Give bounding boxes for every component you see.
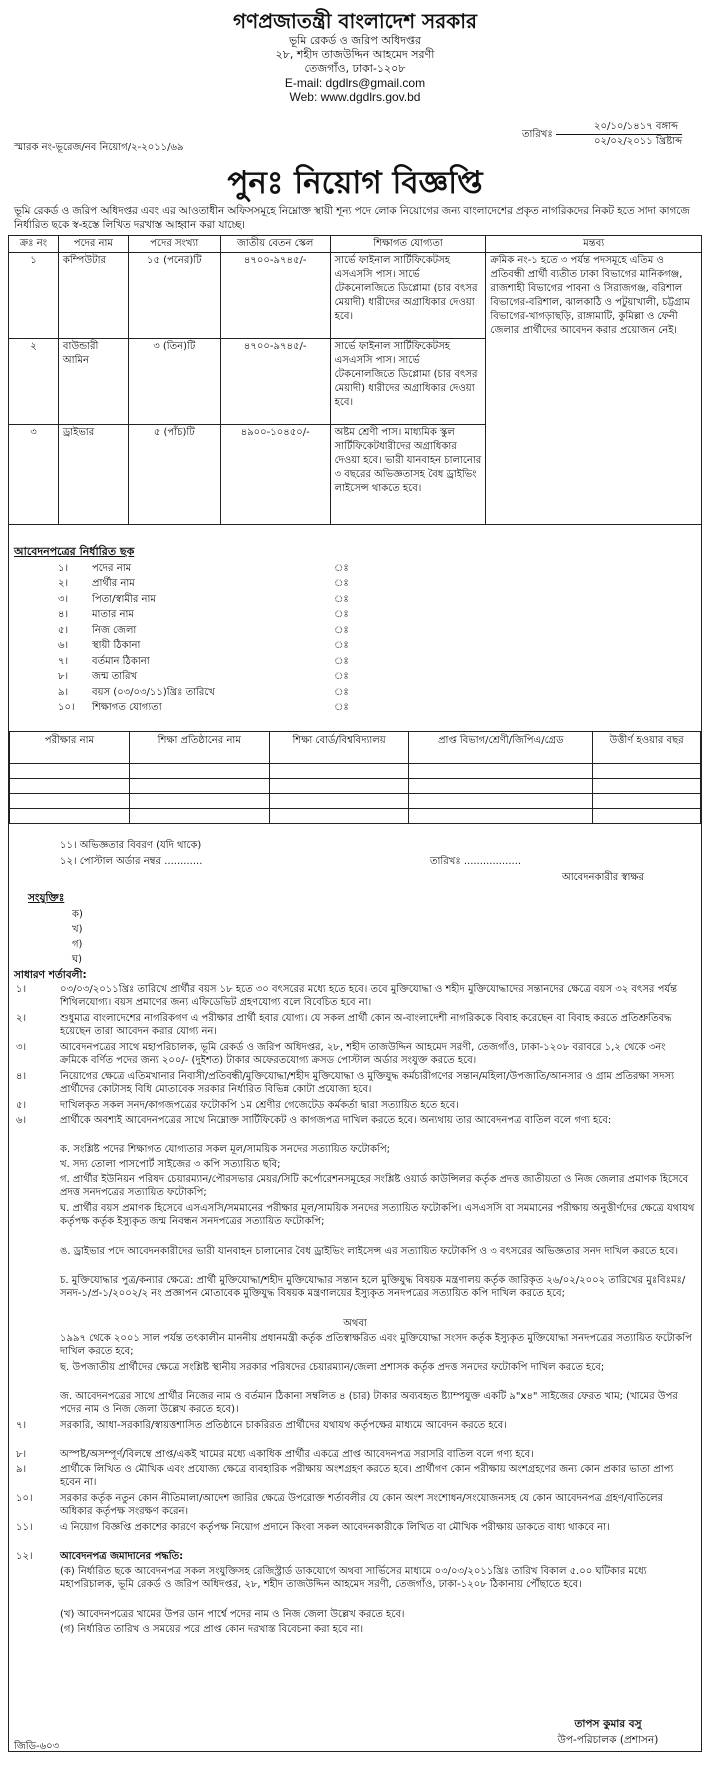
list-item: ৫। নিজ জেলা ঃ: [58, 625, 349, 636]
cell-qualification: অষ্টম শ্রেণী পাস। মাধ্যমিক স্কুল সার্টিফিকেটধারীদের অগ্রাধিকার দেওয়া হবে। ভারী যানবাহন চালানোর ৩ বছরের অভিজ্ঞতাসহ বৈধ ড্রাইভিং লাইসেন্স থাকতে হবে।: [330, 425, 486, 525]
table-row: [10, 809, 701, 824]
date-english: ০২/০২/২০১১ খ্রিষ্টাব্দ: [594, 136, 683, 147]
col-exam: পরীক্ষার নাম: [10, 732, 130, 764]
cell-serial: ২: [9, 339, 59, 425]
list-item: ৪। মাতার নাম ঃ: [58, 609, 349, 620]
col-division: প্রাপ্ত বিভাগ/শ্রেণী/জিপিএ/গ্রেড: [409, 732, 593, 764]
attachment-item: ঘ): [72, 954, 83, 965]
col-count: পদের সংখ্যা: [128, 236, 220, 253]
list-item: ১০। শিক্ষাগত যোগ্যতা ঃ: [58, 702, 349, 713]
cell-scale: ৪৭০০-৯৭৪৫/-: [220, 339, 330, 425]
email-text: E-mail: dgdlrs@gmail.com: [284, 76, 426, 90]
education-table-header: [10, 732, 701, 764]
table-row: [10, 779, 701, 794]
cell-serial: ১: [9, 253, 59, 339]
table-row: [10, 794, 701, 809]
experience-line: ১১। অভিজ্ঞতার বিবরণ (যদি থাকে): [60, 840, 202, 851]
signatory-name: তাপস কুমার বসু: [574, 1718, 642, 1730]
form-heading: আবেদনপত্রের নির্ধারিত ছক: [14, 545, 135, 558]
address-line-2: তেজগাঁও, ঢাকা-১২০৮: [304, 62, 406, 75]
cell-count: ১৫ (পনের)টি: [128, 253, 220, 339]
attachments-heading: সংযুক্তিঃ: [28, 892, 65, 904]
letterhead: [0, 8, 710, 104]
col-remark: মন্তব্য: [486, 236, 702, 253]
cell-scale: ৪৯০০-১০৪৫০/-: [220, 425, 330, 525]
list-item: ৯। বয়স (০৩/০৩/১১)খ্রিঃ তারিখে ঃ: [58, 687, 349, 698]
cell-serial: ৩: [9, 425, 59, 525]
list-item: ১। পদের নাম ঃ: [58, 563, 349, 574]
cell-post: কম্পিউটার: [58, 253, 128, 339]
list-item: ৮। জন্ম তারিখ ঃ: [58, 671, 349, 682]
education-table: [9, 731, 701, 824]
attachment-item: গ): [72, 939, 83, 950]
date-label: তারিখঃ: [522, 129, 553, 140]
signature-block: [538, 1716, 678, 1748]
date-block: [522, 120, 683, 148]
cell-post: বাউন্ডারী আমিন: [58, 339, 128, 425]
postal-order-line: ১২। পোস্টাল অর্ডার নম্বর ............: [60, 856, 203, 867]
cell-qualification: সার্ভে ফাইনাল সার্টিফিকেটসহ এসএসসি পাস। সার্ভে টেকনোলজিতে ডিপ্লোমা (চার বৎসর মেয়াদী) ধারীদের অগ্রাধিকার দেওয়া হবে।: [330, 253, 486, 339]
cell-count: ৫ (পাঁচ)টি: [128, 425, 220, 525]
list-item: ৬। স্থায়ী ঠিকানা ঃ: [58, 640, 349, 651]
vacancy-table: [8, 235, 702, 525]
memo-number: স্মারক নং-ভূরেজ/নব নিয়োগ/২-২০১১/৬৯: [14, 142, 184, 153]
signatory-designation: উপ-পরিচালক (প্রশাসন): [557, 1734, 659, 1746]
date-bangla: ২০/১০/১৪১৭ বঙ্গাব্দ: [556, 120, 682, 135]
cell-post: ড্রাইভার: [58, 425, 128, 525]
table-row: [9, 253, 702, 339]
cell-remark: ক্রমিক নং-১ হতে ৩ পর্যন্ত পদসমূহে এতিম ও প্রতিবন্ধী প্রার্থী ব্যতীত ঢাকা বিভাগের মানিকগঞ্জ, রাজশাহী বিভাগের পাবনা ও সিরাজগঞ্জ, বরিশাল বিভাগের-বরিশাল, ঝালকাঠি ও পটুয়াখালী, চট্টগ্রাম বিভাগের-খাগড়াছড়ি, রাঙ্গামাটি, কুমিল্লা ও ফেনী জেলার প্রার্থীদের আবেদন করার প্রয়োজন নেই।: [486, 253, 702, 525]
attachment-item: খ): [72, 924, 83, 935]
col-year: উত্তীর্ণ হওয়ার বছর: [593, 732, 701, 764]
table-row: [10, 764, 701, 779]
notice-title: পুনঃ নিয়োগ বিজ্ঞপ্তি: [227, 165, 483, 201]
conditions-heading: সাধারণ শর্তাবলী:: [14, 969, 87, 981]
cell-scale: ৪৭০০-৯৭৪৫/-: [220, 253, 330, 339]
website-text: Web: www.dgdlrs.gov.bd: [289, 90, 421, 104]
postal-date-line: তারিখঃ ..................: [430, 856, 522, 867]
col-post: পদের নাম: [58, 236, 128, 253]
cell-qualification: সার্ভে ফাইনাল সার্টিফিকেটসহ এসএসসি পাস। সার্ভে টেকনোলজিতে ডিপ্লোমা (চার বৎসর মেয়াদী) ধারীদের অগ্রাধিকার দেওয়া হবে।: [330, 339, 486, 425]
list-item: ৩। পিতা/স্বামীর নাম ঃ: [58, 594, 349, 605]
cell-count: ৩ (তিন)টি: [128, 339, 220, 425]
intro-paragraph: ভূমি রেকর্ড ও জরিপ অধিদপ্তর এবং এর আওতাধীন অফিসসমূহে নিম্নোক্ত স্থায়ী শূন্য পদে লোক নিয়োগের জন্য বাংলাদেশের প্রকৃত নাগরিকদের নিকট হতে সাদা কাগজে নির্ধারিত ছকে স্ব-হস্তে লিখিত দরখাস্ত আহ্বান করা যাচ্ছে।: [14, 205, 690, 231]
attachment-item: ক): [72, 909, 83, 920]
col-scale: জাতীয় বেতন স্কেল: [220, 236, 330, 253]
list-item: ৭। বর্তমান ঠিকানা ঃ: [58, 656, 349, 667]
list-item: ২। প্রার্থীর নাম ঃ: [58, 578, 349, 589]
government-name: গণপ্রজাতন্ত্রী বাংলাদেশ সরকার: [233, 9, 477, 33]
department-name: ভূমি রেকর্ড ও জরিপ অধিদপ্তর: [288, 34, 422, 47]
applicant-signature-label: আবেদনকারীর স্বাক্ষর: [562, 872, 644, 883]
vacancy-table-header: [9, 236, 702, 253]
col-institution: শিক্ষা প্রতিষ্ঠানের নাম: [129, 732, 269, 764]
col-serial: ক্রঃ নং: [9, 236, 59, 253]
col-qualification: শিক্ষাগত যোগ্যতা: [330, 236, 486, 253]
address-line-1: ২৮, শহীদ তাজউদ্দিন আহমেদ সরণী: [275, 48, 435, 61]
ad-code: জিডি-৬০৩: [14, 1741, 60, 1752]
col-board: শিক্ষা বোর্ড/বিশ্ববিদ্যালয়: [269, 732, 409, 764]
